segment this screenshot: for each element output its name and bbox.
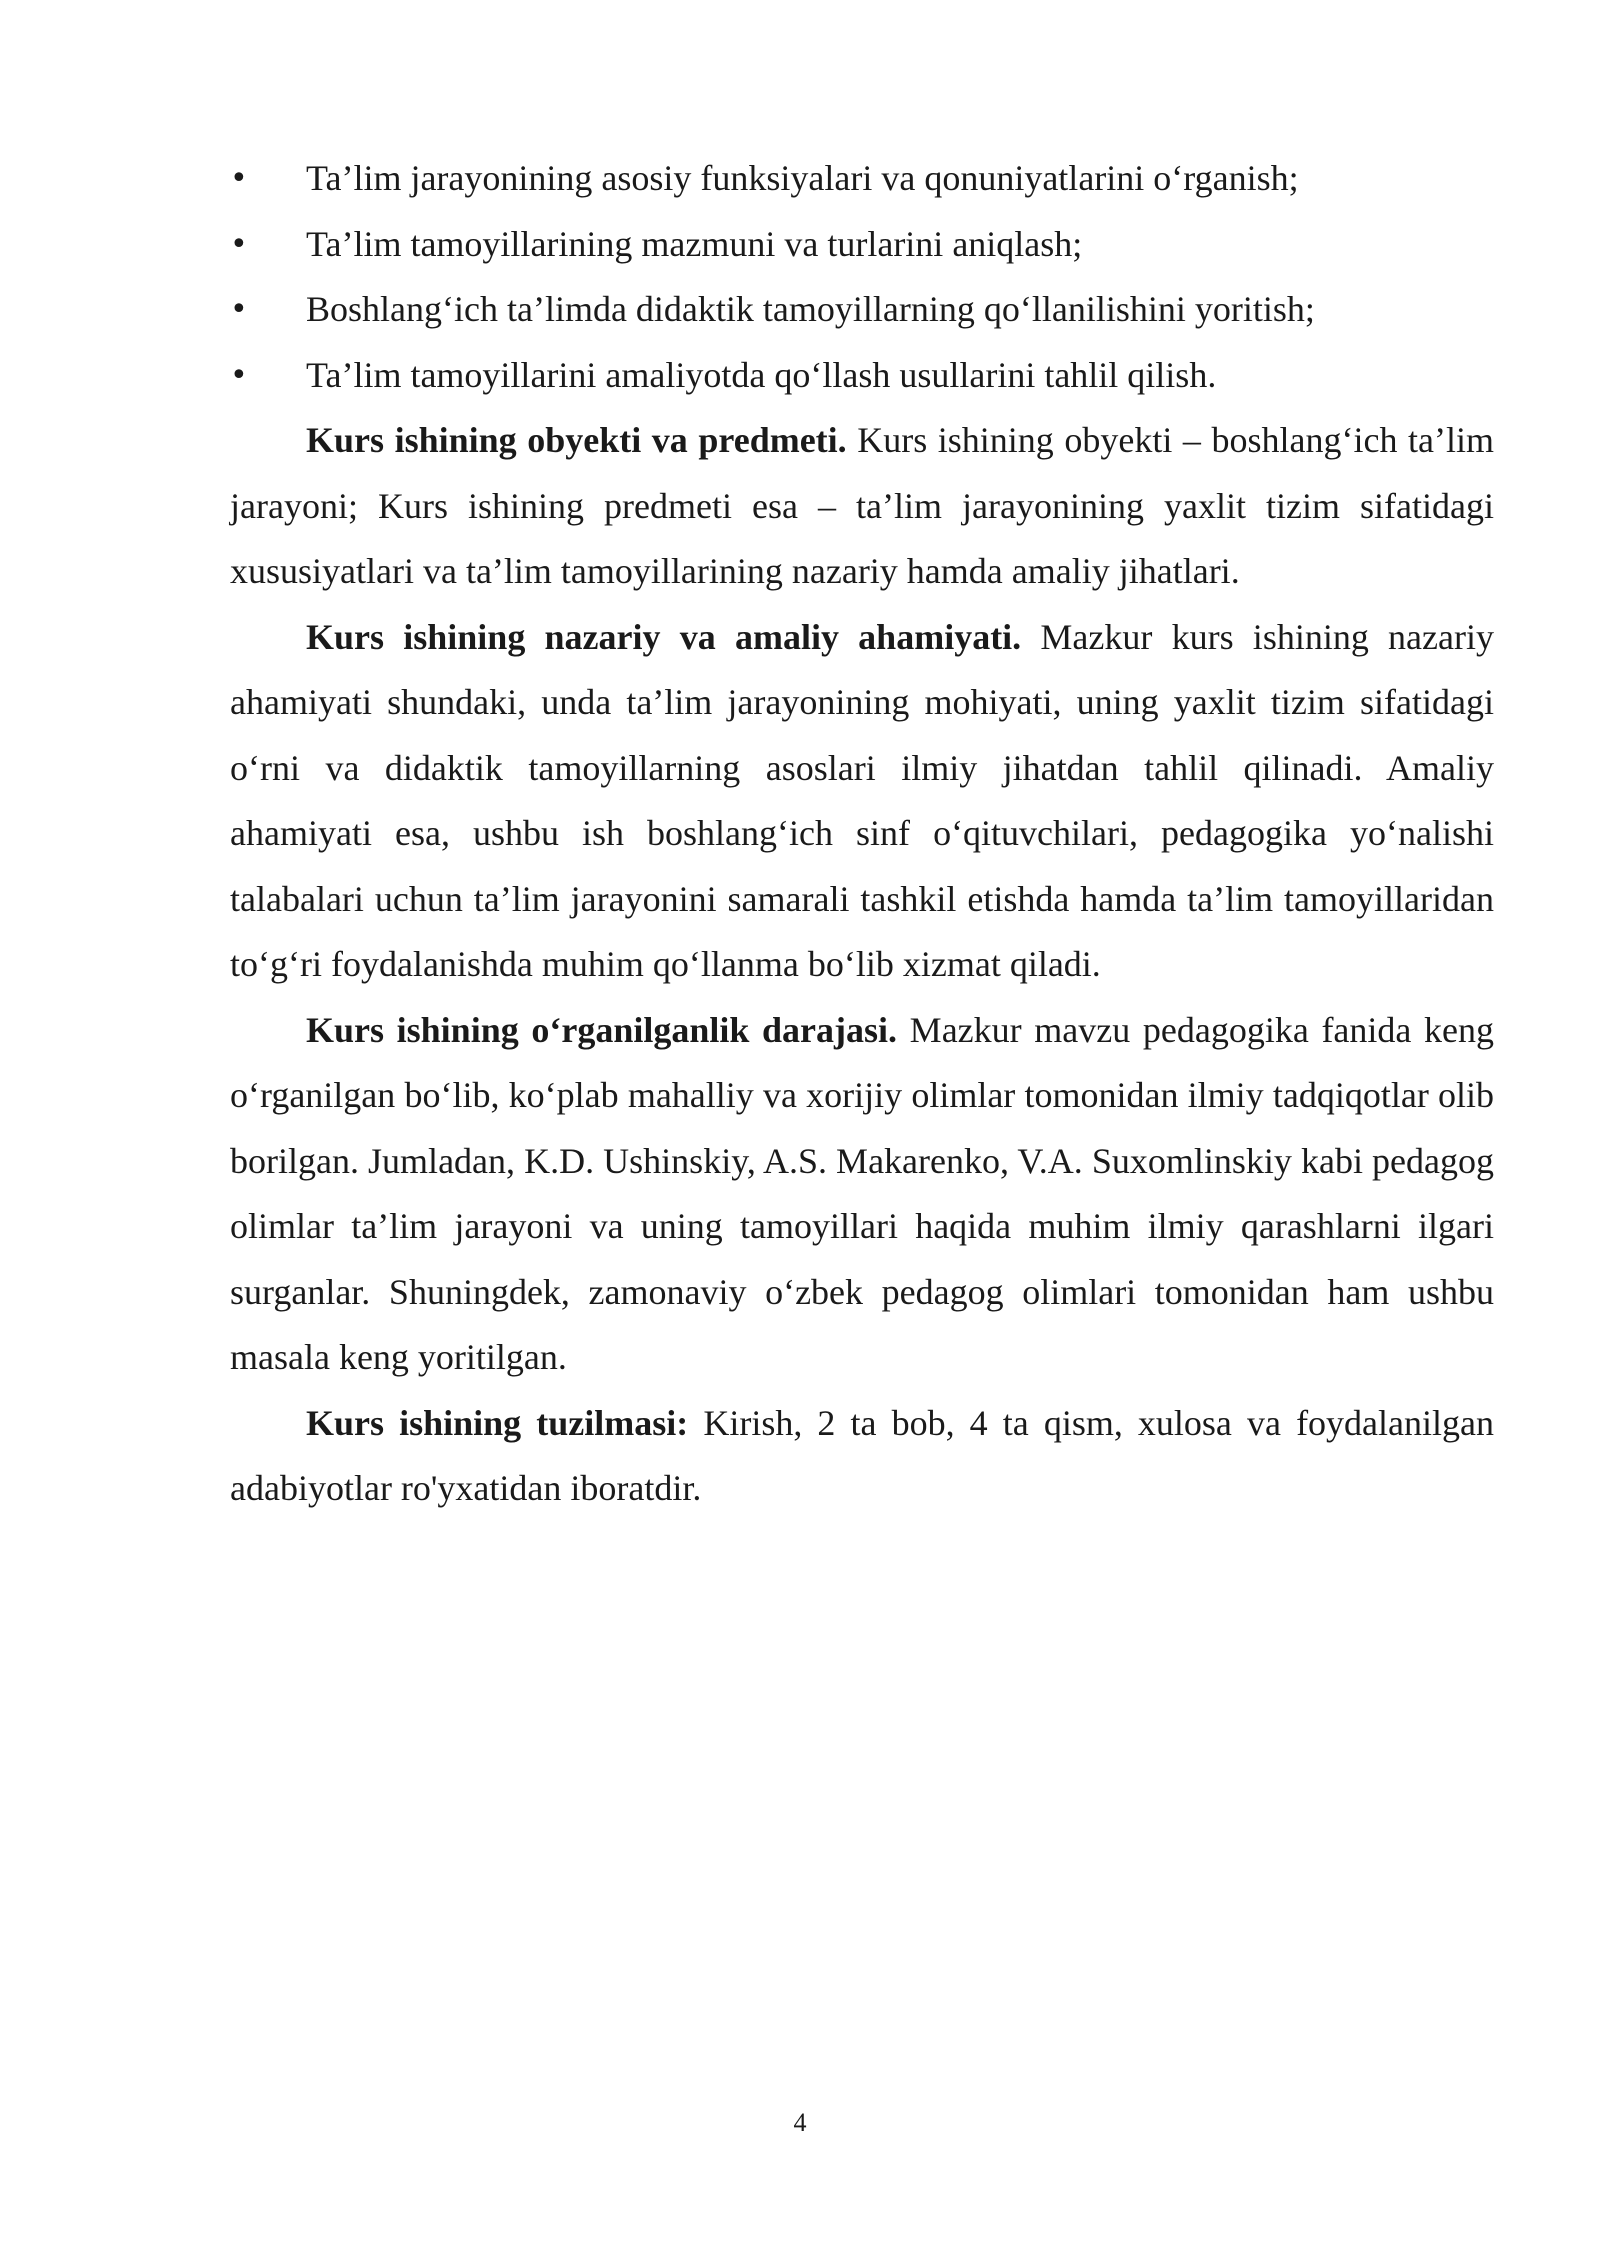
paragraph-lead: Kurs ishining obyekti va predmeti.	[306, 420, 847, 460]
bullet-icon: •	[230, 357, 248, 393]
paragraph-lead: Kurs ishining nazariy va amaliy ahamiyati.	[306, 616, 1022, 657]
paragraph-text: Kurs ishining obyekti – boshlang‘ich ta’lim jarayoni; Kurs ishining predmeti esa – ta’lim jarayonining yaxlit tizim sifatidagi xususiyatlari va ta’lim tamoyillarining nazariy hamda amaliy jihatlari.	[230, 420, 1494, 591]
page-number: 4	[793, 2108, 807, 2137]
bullet-icon: •	[230, 226, 248, 262]
list-item	[230, 277, 1494, 343]
list-item	[230, 343, 1494, 409]
list-item-text: Ta’lim tamoyillarining mazmuni va turlarini aniqlash;	[306, 223, 1083, 264]
paragraph-text: Mazkur mavzu pedagogika fanida keng o‘rganilgan bo‘lib, ko‘plab mahalliy va xorijiy olimlar tomonidan ilmiy tadqiqotlar olib borilgan. Jumladan, K.D. Ushinskiy, A.S. Makarenko, V.A. Suxomlinskiy kabi pedagog olimlar ta’lim jarayoni va uning tamoyillari haqida muhim ilmiy qarashlarni ilgari surganlar. Shuningdek, zamonaviy o‘zbek pedagog olimlari tomonidan ham ushbu masala keng yoritilgan.	[230, 1009, 1494, 1377]
paragraph-significance	[230, 605, 1494, 998]
objectives-list	[230, 146, 1494, 408]
bullet-icon: •	[230, 161, 248, 196]
list-item-text: Boshlang‘ich ta’limda didaktik tamoyillarning qo‘llanilishini yoritish;	[306, 289, 1315, 329]
page-content	[230, 146, 1494, 1522]
paragraph-structure	[230, 1391, 1494, 1522]
list-item	[230, 212, 1494, 278]
bullet-icon: •	[230, 292, 248, 327]
list-item-text: Ta’lim jarayonining asosiy funksiyalari va qonuniyatlarini o‘rganish;	[306, 158, 1299, 198]
paragraph-text: Mazkur kurs ishining nazariy ahamiyati shundaki, unda ta’lim jarayonining mohiyati, uning yaxlit tizim sifatidagi o‘rni va didaktik tamoyillarning asoslari ilmiy jihatdan tahlil qilinadi. Amaliy ahamiyati esa, ushbu ish boshlang‘ich sinf o‘qituvchilari, pedagogika yo‘nalishi talabalari uchun ta’lim jarayonini samarali tashkil etishda hamda ta’lim tamoyillaridan to‘g‘ri foydalanishda muhim qo‘llanma bo‘lib xizmat qiladi.	[230, 616, 1494, 984]
paragraph-study-degree	[230, 998, 1494, 1391]
paragraph-text: Kirish, 2 ta bob, 4 ta qism, xulosa va foydalanilgan adabiyotlar ro'yxatidan iboratdir.	[230, 1402, 1494, 1508]
paragraph-lead: Kurs ishining o‘rganilganlik darajasi.	[306, 1009, 898, 1050]
paragraph-lead: Kurs ishining tuzilmasi:	[306, 1402, 689, 1443]
list-item-text: Ta’lim tamoyillarini amaliyotda qo‘llash usullarini tahlil qilish.	[306, 354, 1217, 395]
list-item	[230, 146, 1494, 212]
paragraph-object-subject	[230, 408, 1494, 605]
